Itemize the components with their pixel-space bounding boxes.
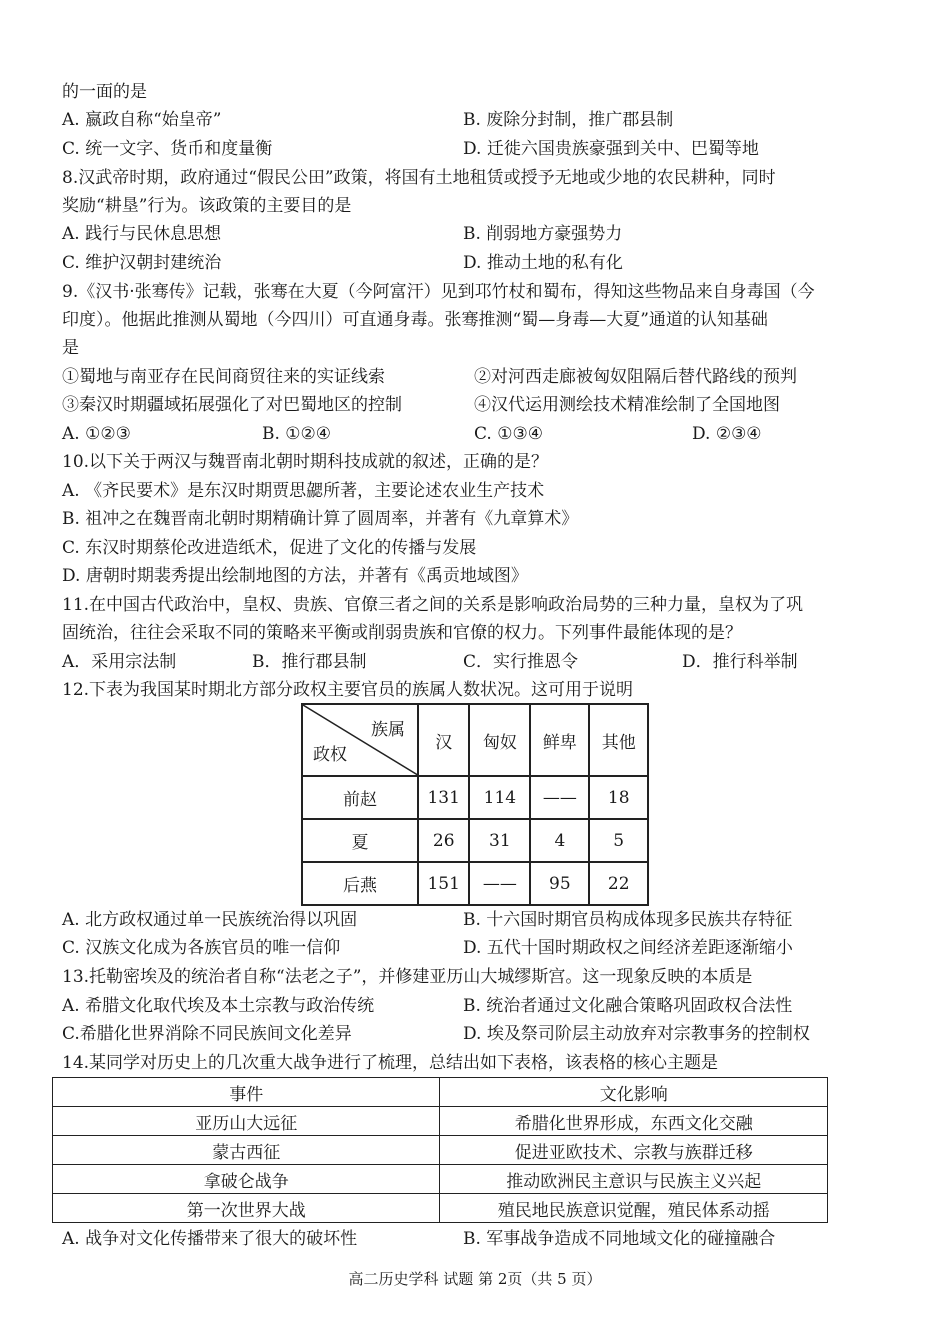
q10-option-c: C. 东汉时期蔡伦改进造纸术，促进了文化的传播与发展 <box>62 538 477 558</box>
col-header: 事件 <box>53 1078 440 1107</box>
table-cell: 151 <box>418 862 469 905</box>
table-cell: 22 <box>589 862 648 905</box>
q14-option-a: A. 战争对文化传播带来了很大的破坏性 <box>62 1229 358 1249</box>
q9-option-d: D. ②③④ <box>692 424 762 444</box>
table-cell: 26 <box>418 819 469 862</box>
q14-option-b: B. 军事战争造成不同地域文化的碰撞融合 <box>463 1229 776 1249</box>
table-cell: 促进亚欧技术、宗教与族群迁移 <box>440 1136 828 1165</box>
row-header: 后燕 <box>302 862 418 905</box>
table-cell: 蒙古西征 <box>53 1136 440 1165</box>
table-cell: 131 <box>418 776 469 819</box>
table-cell: 18 <box>589 776 648 819</box>
q8-option-a: A. 践行与民休息思想 <box>62 224 222 244</box>
q11-stem-line1: 11.在中国古代政治中，皇权、贵族、官僚三者之间的关系是影响政治局势的三种力量，皇权为了巩 <box>62 595 804 615</box>
col-header: 文化影响 <box>440 1078 828 1107</box>
table-cell: 亚历山大远征 <box>53 1107 440 1136</box>
header-regime-label: 政权 <box>313 745 347 765</box>
q13-option-a: A. 希腊文化取代埃及本土宗教与政治传统 <box>62 996 375 1016</box>
q10-option-a: A. 《齐民要术》是东汉时期贾思勰所著，主要论述农业生产技术 <box>62 481 545 501</box>
table-cell: 希腊化世界形成，东西文化交融 <box>440 1107 828 1136</box>
q9-stem-line3: 是 <box>62 338 79 358</box>
table-cell: 5 <box>589 819 648 862</box>
q13-option-c: C.希腊化世界消除不同民族间文化差异 <box>62 1024 352 1044</box>
diagonal-header-cell <box>302 704 418 776</box>
q9-statement-1: ①蜀地与南亚存在民间商贸往来的实证线索 <box>62 367 385 387</box>
row-header: 夏 <box>302 819 418 862</box>
q10-stem: 10.以下关于两汉与魏晋南北朝时期科技成就的叙述，正确的是？ <box>62 452 549 472</box>
q13-option-b: B. 统治者通过文化融合策略巩固政权合法性 <box>463 996 793 1016</box>
table-cell: 殖民地民族意识觉醒，殖民体系动摇 <box>440 1194 828 1223</box>
q12-stem: 12.下表为我国某时期北方部分政权主要官员的族属人数状况。这可用于说明 <box>62 680 634 700</box>
q9-statement-4: ④汉代运用测绘技术精准绘制了全国地图 <box>474 395 780 415</box>
q12-option-d: D. 五代十国时期政权之间经济差距逐渐缩小 <box>463 938 793 958</box>
table-cell: 4 <box>530 819 589 862</box>
q8-stem-line1: 8.汉武帝时期，政府通过“假民公田”政策，将国有土地租赁或授予无地或少地的农民耕种，同时 <box>62 168 776 188</box>
q12-option-a: A. 北方政权通过单一民族统治得以巩固 <box>62 910 358 930</box>
q12-option-b: B. 十六国时期官员构成体现多民族共存特征 <box>463 910 793 930</box>
q10-option-d: D. 唐朝时期裴秀提出绘制地图的方法，并著有《禹贡地域图》 <box>62 566 528 586</box>
q7-option-b: B. 废除分封制，推广郡县制 <box>463 110 674 130</box>
q9-stem-line1: 9.《汉书·张骞传》记载，张骞在大夏（今阿富汗）见到邛竹杖和蜀布，得知这些物品来自身毒国（今 <box>62 282 815 302</box>
table-cell: —— <box>530 776 589 819</box>
page-footer: 高二历史学科 试题 第 2页（共 5 页） <box>348 1270 602 1288</box>
q8-option-c: C. 维护汉朝封建统治 <box>62 253 222 273</box>
q9-option-b: B. ①②④ <box>262 424 332 444</box>
table-cell: 拿破仑战争 <box>53 1165 440 1194</box>
q8-stem-line2: 奖励“耕垦”行为。该政策的主要目的是 <box>62 196 352 216</box>
col-header: 汉 <box>418 704 469 776</box>
q11-option-d: D．推行科举制 <box>682 652 798 672</box>
q12-option-c: C. 汉族文化成为各族官员的唯一信仰 <box>62 938 341 958</box>
q11-option-b: B．推行郡县制 <box>252 652 367 672</box>
row-header: 前赵 <box>302 776 418 819</box>
q9-option-a: A. ①②③ <box>62 424 131 444</box>
q9-stem-line2: 印度）。他据此推测从蜀地（今四川）可直通身毒。张骞推测“蜀—身毒—大夏”通道的认知基础 <box>62 310 768 330</box>
q13-stem: 13.托勒密埃及的统治者自称“法老之子”，并修建亚历山大城缪斯宫。这一现象反映的本质是 <box>62 967 753 987</box>
q12-official-ethnicity-table <box>301 703 649 906</box>
table-cell: 114 <box>469 776 530 819</box>
table-cell: 第一次世界大战 <box>53 1194 440 1223</box>
q9-statement-3: ③秦汉时期疆域拓展强化了对巴蜀地区的控制 <box>62 395 402 415</box>
table-cell: 推动欧洲民主意识与民族主义兴起 <box>440 1165 828 1194</box>
q9-statement-2: ②对河西走廊被匈奴阻隔后替代路线的预判 <box>474 367 797 387</box>
q11-option-a: A．采用宗法制 <box>62 652 177 672</box>
header-ethnicity-label: 族属 <box>371 720 406 740</box>
q14-stem: 14.某同学对历史上的几次重大战争进行了梳理，总结出如下表格，该表格的核心主题是 <box>62 1053 719 1073</box>
q11-stem-line2: 固统治，往往会采取不同的策略来平衡或削弱贵族和官僚的权力。下列事件最能体现的是？ <box>62 623 742 643</box>
q8-option-b: B. 削弱地方豪强势力 <box>463 224 623 244</box>
col-header: 其他 <box>589 704 648 776</box>
q10-option-b: B. 祖冲之在魏晋南北朝时期精确计算了圆周率，并著有《九章算术》 <box>62 509 579 529</box>
q9-option-c: C. ①③④ <box>474 424 543 444</box>
q8-option-d: D. 推动土地的私有化 <box>463 253 623 273</box>
q7-option-a: A. 嬴政自称“始皇帝” <box>62 110 222 130</box>
col-header: 鲜卑 <box>530 704 589 776</box>
q14-war-culture-table <box>52 1077 828 1223</box>
q13-option-d: D. 埃及祭司阶层主动放弃对宗教事务的控制权 <box>463 1024 810 1044</box>
table-cell: 95 <box>530 862 589 905</box>
question-7-stem-tail: 的一面的是 <box>62 82 147 102</box>
q7-option-d: D. 迁徙六国贵族豪强到关中、巴蜀等地 <box>463 139 759 159</box>
table-cell: 31 <box>469 819 530 862</box>
q7-option-c: C. 统一文字、货币和度量衡 <box>62 139 273 159</box>
col-header: 匈奴 <box>469 704 530 776</box>
q11-option-c: C．实行推恩令 <box>463 652 579 672</box>
table-cell: —— <box>469 862 530 905</box>
